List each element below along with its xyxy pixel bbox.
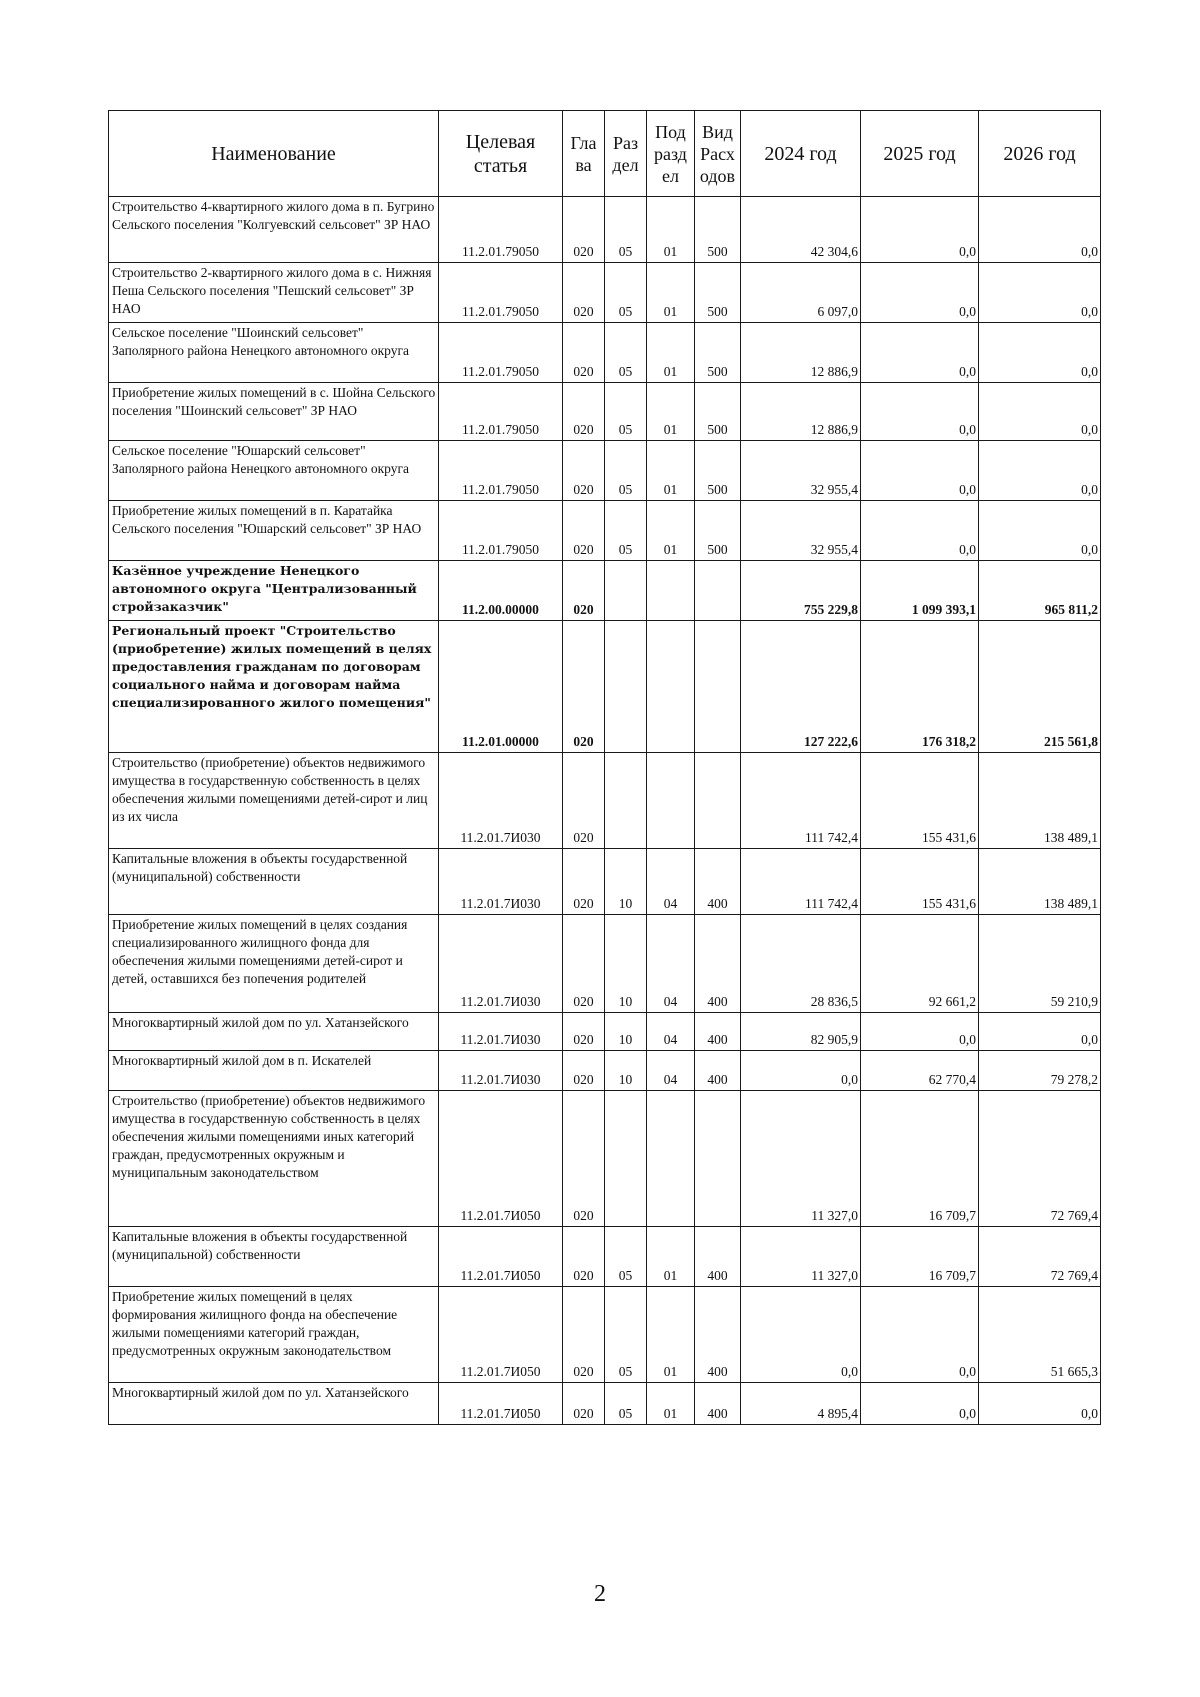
row-value-2026: 51 665,3 (979, 1287, 1101, 1383)
table-row (109, 501, 1101, 561)
header-expense-type: Вид Расх одов (695, 111, 741, 197)
row-value-2025: 0,0 (861, 441, 979, 501)
row-value-2026: 0,0 (979, 383, 1101, 441)
row-chapter: 020 (563, 1091, 605, 1227)
row-expense-type: 500 (695, 501, 741, 561)
row-chapter: 020 (563, 753, 605, 849)
row-target: 11.2.01.7И050 (439, 1227, 563, 1287)
header-2025: 2025 год (861, 111, 979, 197)
row-value-2024: 28 836,5 (741, 915, 861, 1013)
header-name: Наименование (109, 111, 439, 197)
row-subsection: 01 (647, 501, 695, 561)
row-value-2026: 965 811,2 (979, 561, 1101, 621)
row-value-2024: 111 742,4 (741, 753, 861, 849)
row-value-2025: 0,0 (861, 323, 979, 383)
row-chapter: 020 (563, 1013, 605, 1051)
row-expense-type: 400 (695, 1383, 741, 1425)
row-section: 10 (605, 915, 647, 1013)
row-chapter: 020 (563, 915, 605, 1013)
row-target: 11.2.01.79050 (439, 323, 563, 383)
row-name: Приобретение жилых помещений в целях формирования жилищного фонда на обеспечение жилыми помещениями категорий граждан, предусмотренных окружным законодательством (109, 1287, 439, 1383)
row-chapter: 020 (563, 1051, 605, 1091)
row-value-2025: 0,0 (861, 1287, 979, 1383)
table-row (109, 1383, 1101, 1425)
row-chapter: 020 (563, 1383, 605, 1425)
row-expense-type: 500 (695, 263, 741, 323)
row-chapter: 020 (563, 441, 605, 501)
table-row (109, 1091, 1101, 1227)
row-subsection: 04 (647, 915, 695, 1013)
header-subsection: Под разд ел (647, 111, 695, 197)
row-target: 11.2.01.7И030 (439, 1051, 563, 1091)
row-name: Строительство (приобретение) объектов недвижимого имущества в государственную собственность в целях обеспечения жилыми помещениями иных категорий граждан, предусмотренных окружным и муниципальным законодательством (109, 1091, 439, 1227)
row-value-2025: 0,0 (861, 1383, 979, 1425)
row-expense-type (695, 561, 741, 621)
row-section (605, 561, 647, 621)
row-expense-type: 400 (695, 915, 741, 1013)
row-chapter: 020 (563, 621, 605, 753)
row-chapter: 020 (563, 197, 605, 263)
row-target: 11.2.01.7И030 (439, 915, 563, 1013)
row-name: Строительство (приобретение) объектов недвижимого имущества в государственную собственность в целях обеспечения жилыми помещениями детей-сирот и лиц из их числа (109, 753, 439, 849)
table-row (109, 263, 1101, 323)
row-target: 11.2.01.79050 (439, 501, 563, 561)
row-expense-type: 400 (695, 1287, 741, 1383)
row-section (605, 621, 647, 753)
row-value-2024: 4 895,4 (741, 1383, 861, 1425)
row-target: 11.2.01.79050 (439, 197, 563, 263)
table-row (109, 1287, 1101, 1383)
row-value-2026: 72 769,4 (979, 1091, 1101, 1227)
row-value-2026: 0,0 (979, 263, 1101, 323)
row-value-2024: 0,0 (741, 1287, 861, 1383)
row-expense-type: 400 (695, 849, 741, 915)
row-expense-type: 500 (695, 323, 741, 383)
row-name: Региональный проект "Строительство (приобретение) жилых помещений в целях предоставления гражданам по договорам социального найма и договорам найма специализированного жилого помещения" (109, 621, 439, 753)
row-value-2024: 127 222,6 (741, 621, 861, 753)
row-name: Капитальные вложения в объекты государственной (муниципальной) собственности (109, 849, 439, 915)
row-target: 11.2.00.00000 (439, 561, 563, 621)
row-expense-type: 500 (695, 441, 741, 501)
row-value-2024: 12 886,9 (741, 383, 861, 441)
row-value-2026: 0,0 (979, 197, 1101, 263)
header-2026: 2026 год (979, 111, 1101, 197)
row-name: Строительство 2-квартирного жилого дома в с. Нижняя Пеша Сельского поселения "Пешский сельсовет" ЗР НАО (109, 263, 439, 323)
row-section: 05 (605, 501, 647, 561)
row-section: 05 (605, 323, 647, 383)
row-subsection: 01 (647, 383, 695, 441)
row-subsection: 04 (647, 849, 695, 915)
table-row (109, 849, 1101, 915)
row-value-2024: 11 327,0 (741, 1091, 861, 1227)
row-value-2024: 11 327,0 (741, 1227, 861, 1287)
page-number: 2 (594, 1581, 606, 1607)
row-subsection: 01 (647, 197, 695, 263)
row-section: 10 (605, 1013, 647, 1051)
row-section: 05 (605, 263, 647, 323)
table-row (109, 1051, 1101, 1091)
header-target: Целевая статья (439, 111, 563, 197)
row-name: Приобретение жилых помещений в с. Шойна Сельского поселения "Шоинский сельсовет" ЗР НАО (109, 383, 439, 441)
table-row (109, 323, 1101, 383)
row-section: 05 (605, 1227, 647, 1287)
row-subsection: 01 (647, 323, 695, 383)
budget-table (108, 110, 1101, 1425)
row-subsection: 01 (647, 1383, 695, 1425)
row-value-2024: 0,0 (741, 1051, 861, 1091)
row-name: Сельское поселение "Юшарский сельсовет" Заполярного района Ненецкого автономного округа (109, 441, 439, 501)
row-name: Сельское поселение "Шоинский сельсовет" Заполярного района Ненецкого автономного округа (109, 323, 439, 383)
row-value-2024: 42 304,6 (741, 197, 861, 263)
row-value-2025: 0,0 (861, 501, 979, 561)
row-section: 05 (605, 383, 647, 441)
row-chapter: 020 (563, 561, 605, 621)
row-chapter: 020 (563, 849, 605, 915)
row-value-2026: 0,0 (979, 441, 1101, 501)
table-row (109, 561, 1101, 621)
row-chapter: 020 (563, 501, 605, 561)
row-name: Многоквартирный жилой дом по ул. Хатанзейского (109, 1013, 439, 1051)
row-subsection (647, 621, 695, 753)
row-subsection: 01 (647, 441, 695, 501)
row-value-2025: 16 709,7 (861, 1227, 979, 1287)
row-value-2024: 111 742,4 (741, 849, 861, 915)
row-subsection (647, 753, 695, 849)
row-name: Многоквартирный жилой дом в п. Искателей (109, 1051, 439, 1091)
table-row (109, 1227, 1101, 1287)
row-value-2025: 62 770,4 (861, 1051, 979, 1091)
row-value-2025: 0,0 (861, 1013, 979, 1051)
table-row (109, 621, 1101, 753)
row-expense-type: 500 (695, 383, 741, 441)
row-target: 11.2.01.7И050 (439, 1287, 563, 1383)
table-row (109, 383, 1101, 441)
row-chapter: 020 (563, 1287, 605, 1383)
row-value-2024: 12 886,9 (741, 323, 861, 383)
row-name: Казённое учреждение Ненецкого автономного округа "Централизованный стройзаказчик" (109, 561, 439, 621)
row-subsection: 01 (647, 1287, 695, 1383)
row-value-2025: 92 661,2 (861, 915, 979, 1013)
row-value-2024: 82 905,9 (741, 1013, 861, 1051)
row-value-2026: 0,0 (979, 501, 1101, 561)
row-value-2025: 1 099 393,1 (861, 561, 979, 621)
row-expense-type: 400 (695, 1227, 741, 1287)
table-row (109, 1013, 1101, 1051)
row-section: 05 (605, 1287, 647, 1383)
row-target: 11.2.01.7И050 (439, 1091, 563, 1227)
table-body (109, 197, 1101, 1425)
row-value-2026: 138 489,1 (979, 753, 1101, 849)
row-value-2024: 32 955,4 (741, 441, 861, 501)
row-value-2026: 72 769,4 (979, 1227, 1101, 1287)
table-row (109, 915, 1101, 1013)
row-target: 11.2.01.79050 (439, 441, 563, 501)
row-section (605, 1091, 647, 1227)
row-subsection: 04 (647, 1051, 695, 1091)
row-value-2024: 32 955,4 (741, 501, 861, 561)
row-subsection: 04 (647, 1013, 695, 1051)
table-row (109, 753, 1101, 849)
row-value-2026: 79 278,2 (979, 1051, 1101, 1091)
row-target: 11.2.01.7И030 (439, 849, 563, 915)
header-2024: 2024 год (741, 111, 861, 197)
row-target: 11.2.01.7И030 (439, 1013, 563, 1051)
row-chapter: 020 (563, 323, 605, 383)
row-name: Приобретение жилых помещений в п. Каратайка Сельского поселения "Юшарский сельсовет" ЗР НАО (109, 501, 439, 561)
row-name: Приобретение жилых помещений в целях создания специализированного жилищного фонда для обеспечения жилыми помещениями детей-сирот и детей, оставшихся без попечения родителей (109, 915, 439, 1013)
row-value-2025: 0,0 (861, 263, 979, 323)
row-subsection: 01 (647, 263, 695, 323)
row-value-2025: 155 431,6 (861, 849, 979, 915)
row-subsection: 01 (647, 1227, 695, 1287)
row-target: 11.2.01.7И030 (439, 753, 563, 849)
row-value-2025: 155 431,6 (861, 753, 979, 849)
row-section: 05 (605, 197, 647, 263)
row-section (605, 753, 647, 849)
row-value-2025: 0,0 (861, 197, 979, 263)
row-value-2026: 0,0 (979, 1383, 1101, 1425)
header-row (109, 111, 1101, 197)
row-chapter: 020 (563, 383, 605, 441)
row-subsection (647, 561, 695, 621)
row-chapter: 020 (563, 1227, 605, 1287)
row-value-2026: 0,0 (979, 1013, 1101, 1051)
row-value-2025: 0,0 (861, 383, 979, 441)
header-section: Раз дел (605, 111, 647, 197)
row-value-2026: 59 210,9 (979, 915, 1101, 1013)
row-target: 11.2.01.00000 (439, 621, 563, 753)
row-section: 05 (605, 1383, 647, 1425)
row-section: 05 (605, 441, 647, 501)
row-name: Многоквартирный жилой дом по ул. Хатанзейского (109, 1383, 439, 1425)
row-subsection (647, 1091, 695, 1227)
row-value-2026: 138 489,1 (979, 849, 1101, 915)
header-chapter: Гла ва (563, 111, 605, 197)
row-expense-type (695, 621, 741, 753)
row-target: 11.2.01.79050 (439, 263, 563, 323)
table-row (109, 197, 1101, 263)
row-expense-type (695, 1091, 741, 1227)
row-value-2025: 16 709,7 (861, 1091, 979, 1227)
row-name: Строительство 4-квартирного жилого дома в п. Бугрино Сельского поселения "Колгуевский сельсовет" ЗР НАО (109, 197, 439, 263)
row-expense-type: 400 (695, 1013, 741, 1051)
row-section: 10 (605, 1051, 647, 1091)
row-value-2024: 6 097,0 (741, 263, 861, 323)
row-chapter: 020 (563, 263, 605, 323)
row-target: 11.2.01.79050 (439, 383, 563, 441)
row-value-2026: 0,0 (979, 323, 1101, 383)
row-name: Капитальные вложения в объекты государственной (муниципальной) собственности (109, 1227, 439, 1287)
row-value-2025: 176 318,2 (861, 621, 979, 753)
row-target: 11.2.01.7И050 (439, 1383, 563, 1425)
row-expense-type: 500 (695, 197, 741, 263)
row-section: 10 (605, 849, 647, 915)
row-expense-type (695, 753, 741, 849)
row-expense-type: 400 (695, 1051, 741, 1091)
row-value-2024: 755 229,8 (741, 561, 861, 621)
row-value-2026: 215 561,8 (979, 621, 1101, 753)
table-row (109, 441, 1101, 501)
